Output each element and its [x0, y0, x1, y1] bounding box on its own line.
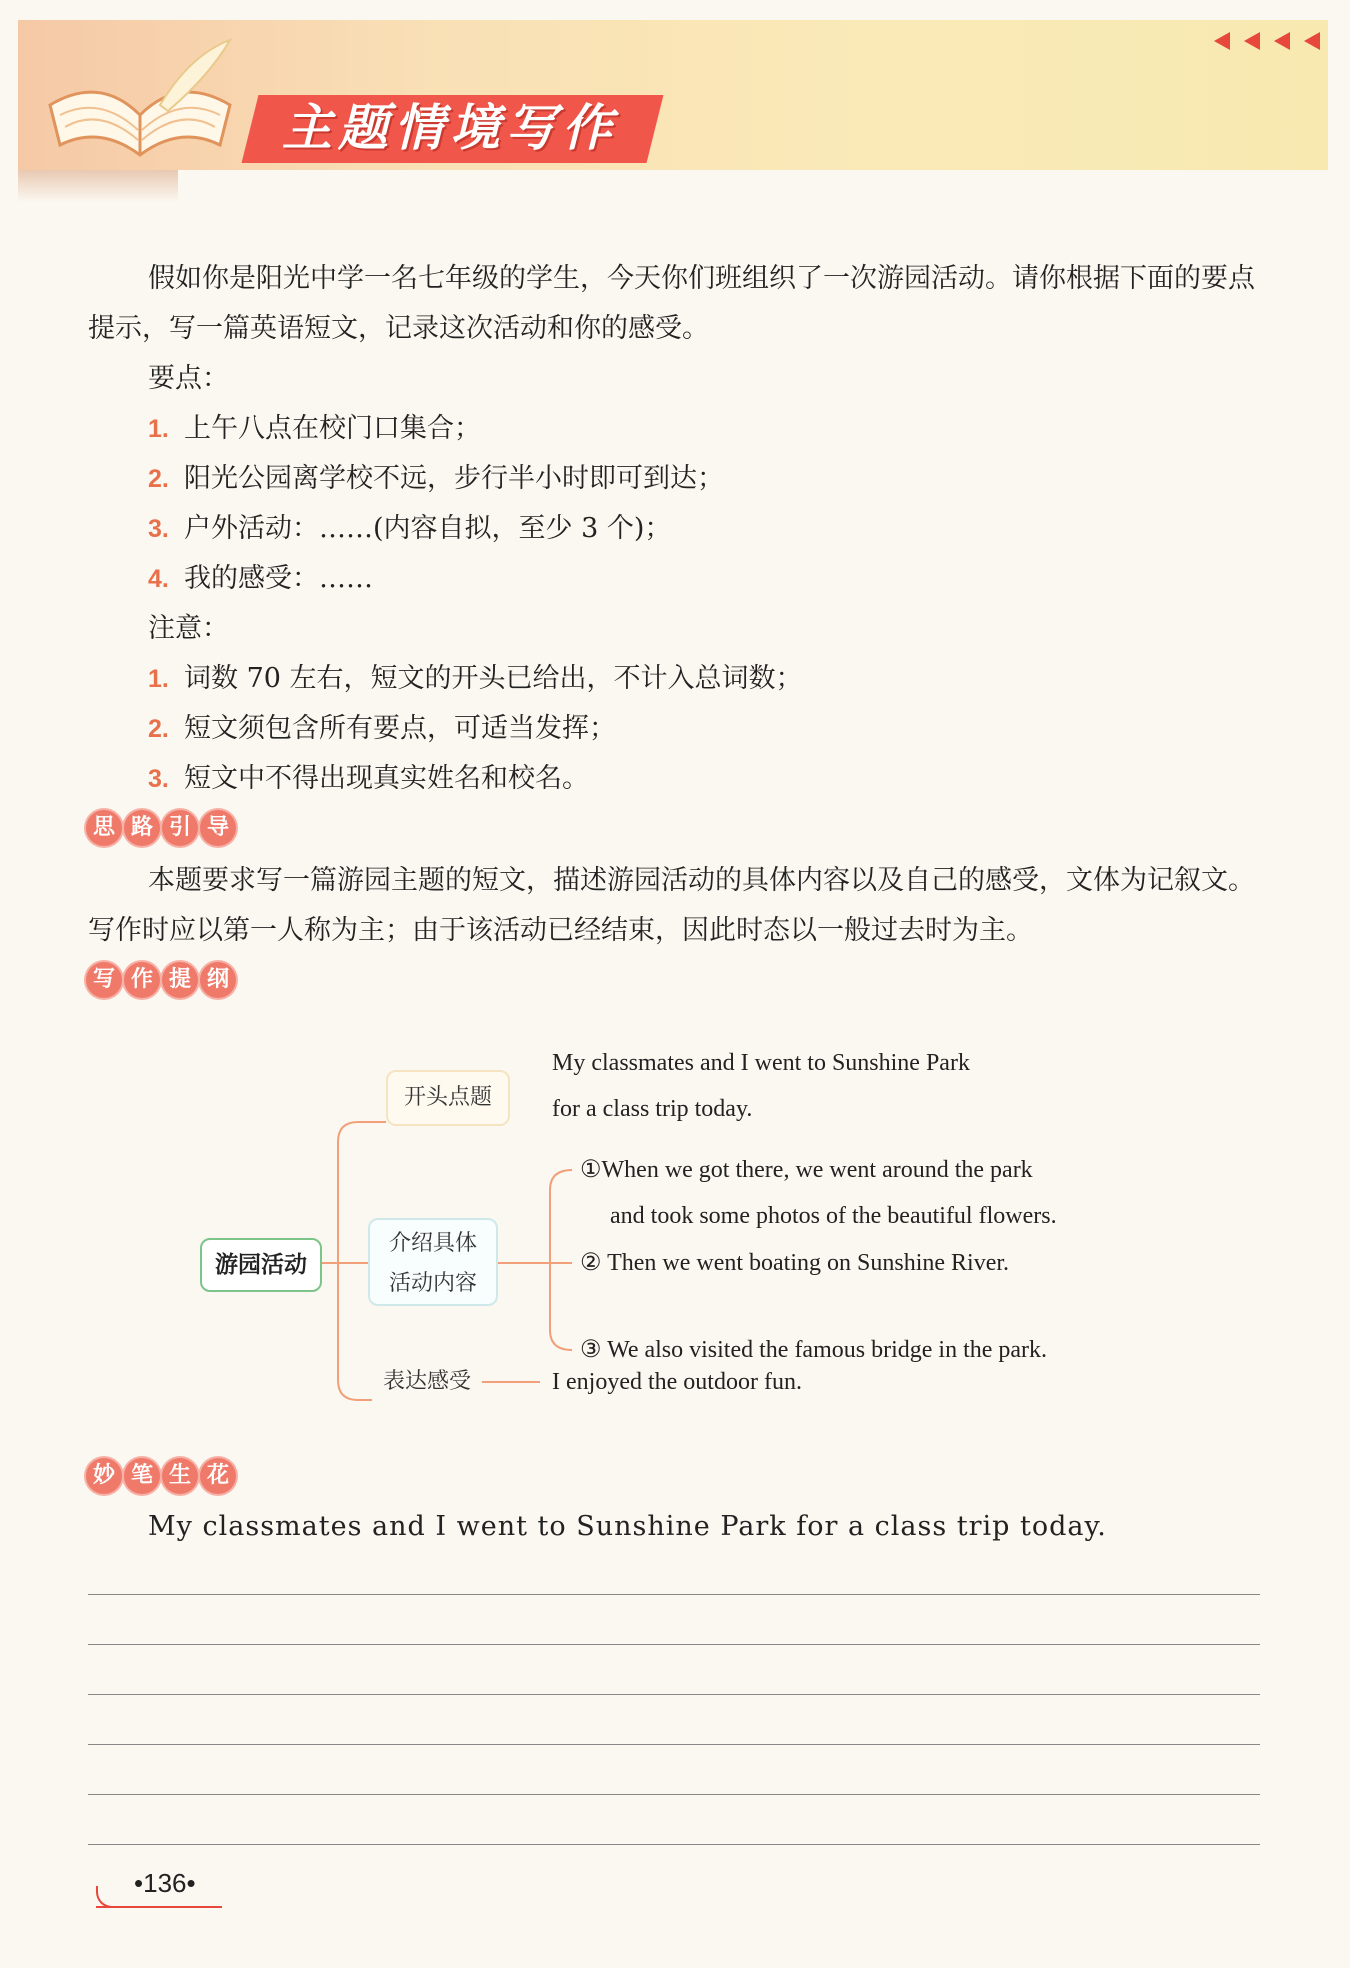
point-text: 我的感受：……: [184, 563, 373, 594]
badge-char: 妙: [86, 1458, 122, 1494]
guide-text: 本题要求写一篇游园主题的短文，描述游园活动的具体内容以及自己的感受，文体为记叙文。写作时应以第一人称为主；由于该活动已经结束，因此时态以一般过去时为主。: [88, 865, 1255, 946]
writing-line[interactable]: [88, 1744, 1260, 1745]
badge-char: 思: [86, 810, 122, 846]
badge-char: 笔: [124, 1458, 160, 1494]
point-number: 1.: [148, 415, 169, 443]
badge-char: 导: [200, 810, 236, 846]
point-item: [148, 454, 724, 504]
header-arrows: [1214, 32, 1320, 50]
leaf-activity-1-line2: and took some photos of the beautiful flowers.: [610, 1203, 1057, 1229]
banner-shadow: [18, 170, 178, 202]
arrow-left-icon: [1244, 32, 1260, 50]
outline-badge: [86, 962, 236, 998]
note-item: [148, 704, 616, 754]
mindmap-branch-feelings: 表达感受: [372, 1362, 482, 1402]
badge-char: 作: [124, 962, 160, 998]
note-text: 短文须包含所有要点，可适当发挥；: [184, 713, 616, 744]
note-text: 词数 70 左右，短文的开头已给出，不计入总词数；: [184, 663, 803, 694]
writing-line[interactable]: [88, 1644, 1260, 1645]
badge-char: 花: [200, 1458, 236, 1494]
note-number: 1.: [148, 665, 169, 693]
note-text: 短文中不得出现真实姓名和校名。: [184, 763, 589, 794]
note-number: 2.: [148, 715, 169, 743]
leaf-activity-2: ② Then we went boating on Sunshine River.: [580, 1250, 1010, 1276]
guide-badge: [86, 810, 236, 846]
mindmap-root: 游园活动: [200, 1238, 322, 1292]
writing-line[interactable]: [88, 1844, 1260, 1845]
page-number: •136•: [134, 1868, 196, 1898]
mindmap-branch-activities: [368, 1218, 498, 1306]
writing-line[interactable]: [88, 1694, 1260, 1695]
badge-char: 纲: [200, 962, 236, 998]
notes-label: 注意：: [148, 613, 229, 644]
point-number: 2.: [148, 465, 169, 493]
point-item: [148, 504, 671, 554]
badge-char: 引: [162, 810, 198, 846]
writing-start-sentence: My classmates and I went to Sunshine Park for a class trip today.: [148, 1511, 1107, 1542]
task-intro: 假如你是阳光中学一名七年级的学生，今天你们班组织了一次游园活动。请你根据下面的要点提示，写一篇英语短文，记录这次活动和你的感受。: [88, 263, 1255, 344]
open-book-icon: [40, 35, 240, 165]
leaf-opening-line1: My classmates and I went to Sunshine Park: [552, 1050, 970, 1076]
point-text: 户外活动：……(内容自拟，至少 3 个)；: [184, 513, 672, 544]
branch-b-line2: 活动内容: [388, 1271, 477, 1296]
leaf-activity-1-line1: ①When we got there, we went around the park: [580, 1157, 1033, 1183]
point-item: [148, 554, 373, 604]
note-item: [148, 654, 803, 704]
outline-mindmap: [190, 1040, 1140, 1420]
point-text: 上午八点在校门口集合；: [184, 413, 481, 444]
page-number-underline: [96, 1906, 222, 1908]
branch-b-line1: 介绍具体: [388, 1231, 477, 1256]
point-number: 4.: [148, 565, 169, 593]
badge-char: 写: [86, 962, 122, 998]
page-title: 主题情境写作: [282, 99, 618, 157]
leaf-activity-3: ③ We also visited the famous bridge in the park.: [580, 1337, 1048, 1363]
writing-badge: [86, 1458, 236, 1494]
points-label: 要点：: [148, 363, 229, 394]
writing-line[interactable]: [88, 1794, 1260, 1795]
mindmap-branch-opening: 开头点题: [386, 1070, 510, 1126]
leaf-feelings: I enjoyed the outdoor fun.: [552, 1369, 802, 1395]
badge-char: 提: [162, 962, 198, 998]
badge-char: 路: [124, 810, 160, 846]
badge-char: 生: [162, 1458, 198, 1494]
writing-line[interactable]: [88, 1594, 1260, 1595]
arrow-left-icon: [1214, 32, 1230, 50]
arrow-left-icon: [1274, 32, 1290, 50]
leaf-opening-line2: for a class trip today.: [552, 1096, 753, 1122]
arrow-left-icon: [1304, 32, 1320, 50]
point-item: [148, 404, 481, 454]
note-number: 3.: [148, 765, 169, 793]
note-item: [148, 754, 589, 804]
point-number: 3.: [148, 515, 169, 543]
page-number-ornament: [96, 1886, 124, 1908]
point-text: 阳光公园离学校不远，步行半小时即可到达；: [184, 463, 724, 494]
